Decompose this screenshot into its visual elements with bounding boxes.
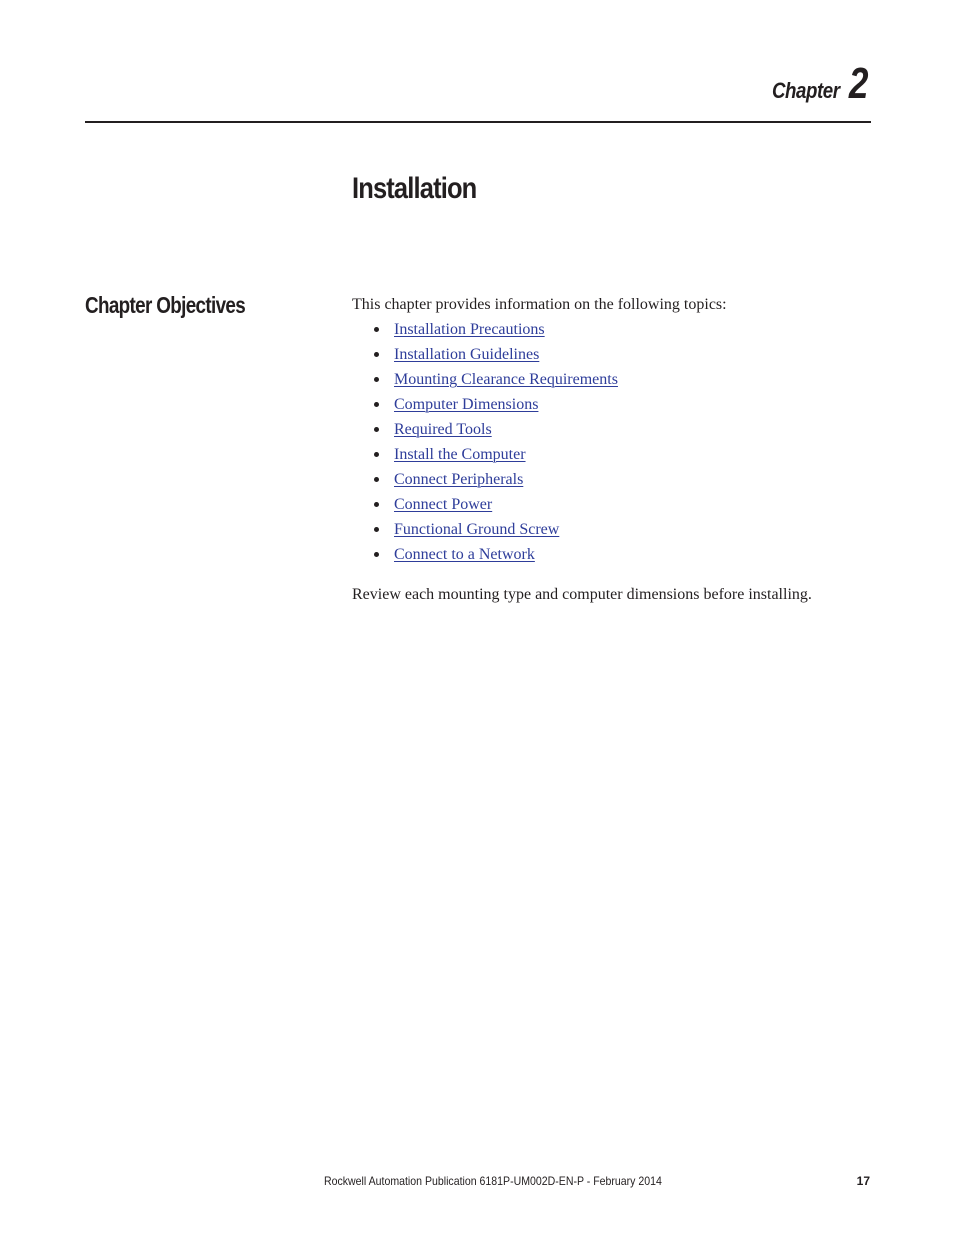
page-number: 17 [856, 1174, 870, 1188]
list-item [352, 442, 872, 467]
chapter-header [760, 59, 868, 108]
chapter-number: 2 [848, 59, 868, 108]
section-body [352, 292, 872, 607]
bullet-icon [374, 427, 379, 432]
footer-publication: Rockwell Automation Publication 6181P-UM002D-EN-P - February 2014 [324, 1174, 662, 1188]
topic-link-mounting-clearance[interactable]: Mounting Clearance Requirements [394, 371, 618, 388]
list-item [352, 492, 872, 517]
topic-link-install-computer[interactable]: Install the Computer [394, 446, 526, 463]
topic-link-computer-dimensions[interactable]: Computer Dimensions [394, 396, 539, 413]
bullet-icon [374, 502, 379, 507]
topic-link-installation-precautions[interactable]: Installation Precautions [394, 321, 545, 338]
list-item [352, 392, 872, 417]
topic-link-connect-network[interactable]: Connect to a Network [394, 546, 535, 563]
list-item [352, 367, 872, 392]
closing-text: Review each mounting type and computer dimensions before installing. [352, 586, 812, 603]
intro-text: This chapter provides information on the following topics: [352, 296, 727, 313]
bullet-icon [374, 377, 379, 382]
list-item [352, 342, 872, 367]
topics-list [352, 317, 872, 567]
bullet-icon [374, 452, 379, 457]
bullet-icon [374, 527, 379, 532]
list-item [352, 542, 872, 567]
section-heading: Chapter Objectives [85, 292, 246, 318]
topic-link-functional-ground-screw[interactable]: Functional Ground Screw [394, 521, 560, 538]
bullet-icon [374, 352, 379, 357]
topic-link-connect-peripherals[interactable]: Connect Peripherals [394, 471, 524, 488]
page-title: Installation [352, 172, 477, 205]
header-divider [85, 121, 871, 123]
list-item [352, 417, 872, 442]
bullet-icon [374, 477, 379, 482]
chapter-label: Chapter [771, 78, 840, 103]
list-item [352, 317, 872, 342]
bullet-icon [374, 552, 379, 557]
list-item [352, 467, 872, 492]
topic-link-required-tools[interactable]: Required Tools [394, 421, 492, 438]
list-item [352, 517, 872, 542]
topic-link-connect-power[interactable]: Connect Power [394, 496, 493, 513]
topic-link-installation-guidelines[interactable]: Installation Guidelines [394, 346, 540, 363]
bullet-icon [374, 327, 379, 332]
bullet-icon [374, 402, 379, 407]
